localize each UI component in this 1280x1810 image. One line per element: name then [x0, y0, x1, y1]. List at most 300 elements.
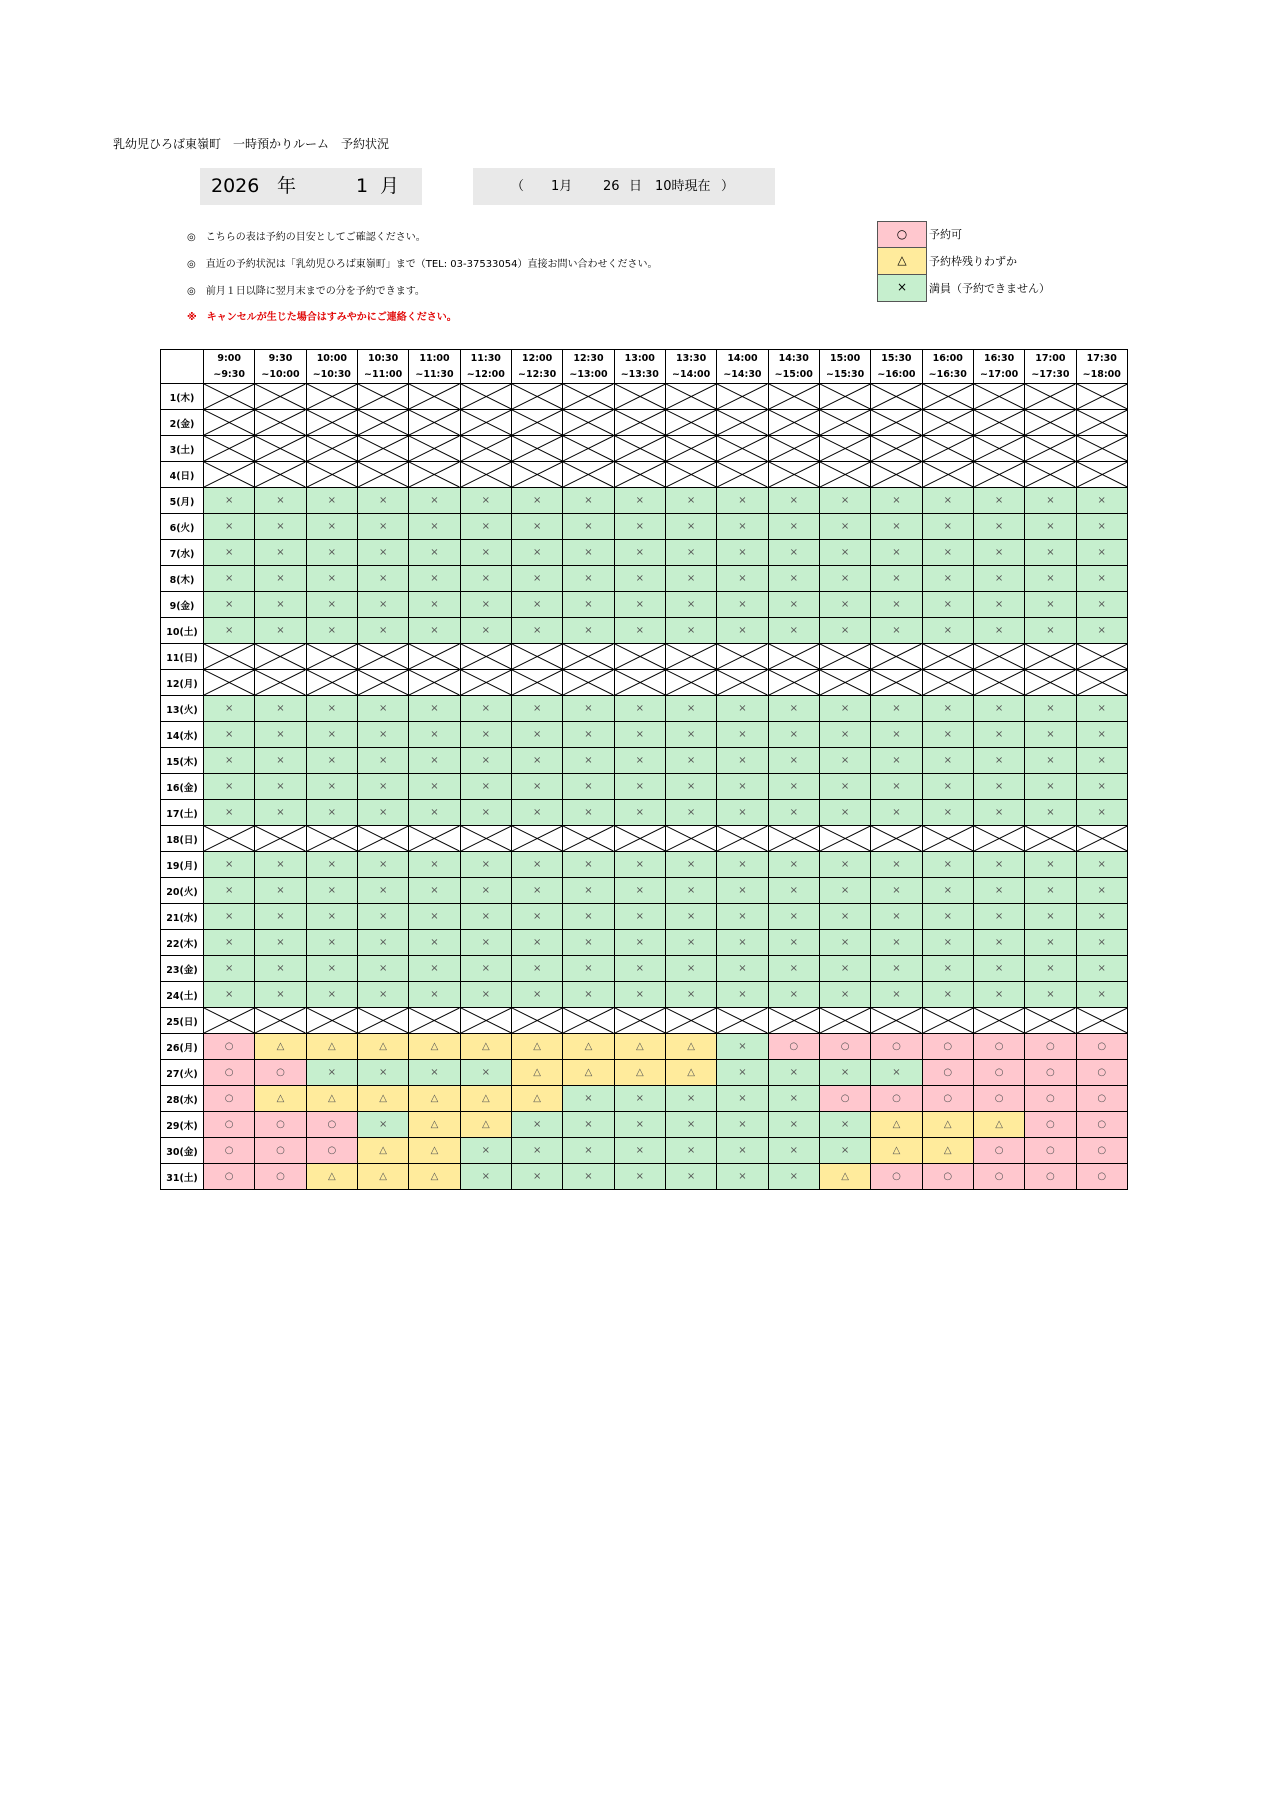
closed-cross-icon — [666, 670, 716, 695]
slot-cell — [255, 774, 306, 800]
slot-cell — [665, 488, 716, 514]
time-slot-start: 9:30 — [268, 352, 293, 364]
table-row — [161, 618, 1128, 644]
closed-cell — [871, 644, 922, 670]
slot-cell — [563, 1086, 614, 1112]
slot-cell — [819, 1164, 870, 1190]
closed-cell — [1076, 644, 1127, 670]
closed-cell — [255, 436, 306, 462]
slot-status-mark: × — [789, 703, 798, 714]
slot-status-mark: × — [994, 755, 1004, 766]
slot-cell — [511, 956, 562, 982]
time-slot-end: ~10:30 — [312, 368, 351, 380]
slot-cell — [819, 852, 870, 878]
slot-cell — [306, 488, 357, 514]
closed-cross-icon — [769, 1008, 819, 1033]
slot-status-mark: × — [840, 755, 850, 766]
slot-cell — [563, 852, 614, 878]
slot-cell — [819, 748, 870, 774]
time-slot-end: ~17:00 — [979, 368, 1019, 380]
slot-status-mark: × — [378, 521, 388, 532]
slot-cell — [460, 618, 511, 644]
as-of-day: 26 — [603, 179, 620, 194]
slot-status-mark: △ — [327, 1171, 336, 1182]
closed-cross-icon — [1077, 384, 1127, 409]
slot-status-mark: × — [1097, 521, 1106, 532]
closed-cell — [357, 410, 408, 436]
closed-cell — [204, 670, 255, 696]
slot-status-mark: ○ — [1097, 1067, 1107, 1078]
slot-cell — [460, 488, 511, 514]
time-slot-end: ~13:00 — [569, 368, 608, 380]
slot-cell — [357, 592, 408, 618]
slot-status-mark: × — [481, 937, 490, 948]
slot-cell — [922, 800, 973, 826]
slot-cell — [511, 540, 562, 566]
slot-status-mark: × — [738, 807, 747, 818]
slot-cell — [357, 540, 408, 566]
slot-cell — [768, 930, 819, 956]
closed-cross-icon — [717, 410, 767, 435]
slot-cell — [1076, 1138, 1127, 1164]
slot-cell — [357, 1060, 408, 1086]
slot-status-mark: × — [1097, 807, 1106, 818]
slot-status-mark: × — [789, 885, 798, 896]
slot-cell — [1076, 618, 1127, 644]
slot-status-mark: × — [532, 729, 542, 740]
slot-status-mark: ○ — [224, 1067, 234, 1078]
closed-cell — [768, 670, 819, 696]
slot-cell — [306, 592, 357, 618]
slot-cell — [717, 566, 768, 592]
slot-status-mark: △ — [892, 1145, 901, 1156]
slot-status-mark: × — [840, 911, 850, 922]
slot-status-mark: × — [584, 703, 593, 714]
slot-cell — [1025, 956, 1076, 982]
legend-symbol-full: × — [877, 275, 927, 302]
slot-status-mark: × — [686, 729, 696, 740]
closed-cell — [922, 826, 973, 852]
slot-cell — [409, 800, 460, 826]
closed-cross-icon — [871, 436, 921, 461]
closed-cross-icon — [871, 644, 921, 669]
closed-cross-icon — [307, 670, 357, 695]
slot-cell — [973, 774, 1024, 800]
slot-status-mark: × — [840, 807, 850, 818]
slot-cell — [204, 1138, 255, 1164]
slot-status-mark: × — [943, 625, 952, 636]
slot-cell — [357, 878, 408, 904]
slot-status-mark: × — [943, 495, 952, 506]
slot-status-mark: × — [1097, 911, 1106, 922]
slot-status-mark: × — [994, 729, 1004, 740]
closed-cell — [511, 644, 562, 670]
closed-cross-icon — [204, 644, 254, 669]
slot-cell — [204, 566, 255, 592]
closed-cell — [871, 1008, 922, 1034]
day-label: 31(土) — [161, 1164, 204, 1190]
slot-status-mark: × — [224, 963, 234, 974]
closed-cell — [255, 1008, 306, 1034]
slot-status-mark: × — [892, 989, 901, 1000]
slot-cell — [973, 722, 1024, 748]
slot-cell — [614, 514, 665, 540]
slot-cell — [1025, 982, 1076, 1008]
closed-cell — [563, 1008, 614, 1034]
slot-status-mark: × — [378, 495, 388, 506]
closed-cell — [511, 826, 562, 852]
closed-cell — [306, 436, 357, 462]
slot-cell — [511, 748, 562, 774]
slot-cell — [665, 618, 716, 644]
slot-cell — [768, 592, 819, 618]
slot-cell — [460, 566, 511, 592]
slot-cell — [717, 722, 768, 748]
slot-cell — [768, 800, 819, 826]
slot-status-mark: × — [789, 859, 798, 870]
closed-cross-icon — [255, 644, 305, 669]
slot-cell — [819, 800, 870, 826]
time-slot-header — [357, 350, 408, 384]
slot-cell — [409, 514, 460, 540]
slot-cell — [511, 1034, 562, 1060]
time-slot-header — [665, 350, 716, 384]
slot-status-mark: ○ — [327, 1119, 337, 1130]
closed-cross-icon — [512, 1008, 562, 1033]
slot-cell — [357, 722, 408, 748]
slot-cell — [563, 592, 614, 618]
time-slot-header — [871, 350, 922, 384]
closed-cross-icon — [1025, 670, 1075, 695]
slot-status-mark: × — [481, 859, 490, 870]
slot-cell — [665, 696, 716, 722]
time-slot-header — [204, 350, 255, 384]
slot-cell — [871, 748, 922, 774]
slot-status-mark: × — [481, 599, 490, 610]
slot-cell — [563, 1060, 614, 1086]
slot-status-mark: × — [789, 1093, 798, 1104]
closed-cross-icon — [871, 462, 921, 487]
slot-cell — [717, 982, 768, 1008]
slot-cell — [717, 904, 768, 930]
day-label: 2(金) — [161, 410, 204, 436]
slot-status-mark: × — [738, 1171, 747, 1182]
closed-cross-icon — [461, 826, 511, 851]
slot-status-mark: × — [943, 937, 952, 948]
slot-cell — [665, 748, 716, 774]
closed-cross-icon — [974, 644, 1024, 669]
table-row — [161, 540, 1128, 566]
closed-cell — [871, 670, 922, 696]
slot-cell — [614, 1164, 665, 1190]
slot-status-mark: ○ — [1097, 1171, 1107, 1182]
slot-status-mark: × — [481, 703, 490, 714]
year-value: 2026 — [211, 175, 260, 197]
slot-cell — [255, 566, 306, 592]
slot-status-mark: × — [584, 573, 593, 584]
slot-status-mark: × — [430, 599, 439, 610]
slot-status-mark: × — [430, 911, 439, 922]
slot-cell — [768, 540, 819, 566]
slot-status-mark: × — [840, 885, 850, 896]
slot-cell — [460, 1034, 511, 1060]
closed-cell — [922, 384, 973, 410]
slot-status-mark: × — [224, 885, 234, 896]
closed-cross-icon — [461, 436, 511, 461]
closed-cross-icon — [820, 826, 870, 851]
closed-cross-icon — [563, 826, 613, 851]
slot-status-mark: × — [378, 625, 388, 636]
slot-cell — [768, 1138, 819, 1164]
slot-cell — [871, 1034, 922, 1060]
slot-cell — [717, 878, 768, 904]
slot-cell — [665, 1112, 716, 1138]
slot-status-mark: × — [943, 963, 952, 974]
slot-status-mark: × — [943, 599, 952, 610]
day-label: 8(木) — [161, 566, 204, 592]
slot-status-mark: × — [943, 807, 952, 818]
closed-cross-icon — [1025, 826, 1075, 851]
slot-cell — [871, 592, 922, 618]
slot-status-mark: △ — [687, 1067, 695, 1078]
slot-cell — [614, 852, 665, 878]
slot-cell — [922, 722, 973, 748]
closed-cross-icon — [358, 670, 408, 695]
closed-cell — [1025, 384, 1076, 410]
slot-status-mark: × — [738, 1119, 747, 1130]
slot-cell — [409, 1138, 460, 1164]
slot-status-mark: × — [994, 911, 1004, 922]
closed-cross-icon — [666, 644, 716, 669]
year-unit: 年 — [277, 175, 297, 197]
slot-cell — [1025, 904, 1076, 930]
legend-symbol-available: ○ — [877, 221, 927, 248]
slot-status-mark: × — [994, 573, 1004, 584]
slot-cell — [204, 930, 255, 956]
slot-cell — [665, 566, 716, 592]
slot-status-mark: △ — [430, 1041, 439, 1052]
slot-status-mark: × — [1046, 703, 1055, 714]
closed-cell — [306, 462, 357, 488]
time-slot-end: ~15:00 — [774, 368, 813, 380]
closed-cross-icon — [923, 644, 973, 669]
table-header-row — [161, 350, 1128, 384]
time-slot-header — [306, 350, 357, 384]
slot-status-mark: × — [224, 807, 234, 818]
note-cancel-warning: ※ キャンセルが生じた場合はすみやかにご連絡ください。 — [187, 312, 457, 323]
slot-cell — [255, 1034, 306, 1060]
slot-status-mark: × — [584, 937, 593, 948]
slot-status-mark: × — [1046, 625, 1055, 636]
slot-status-mark: × — [738, 963, 747, 974]
slot-cell — [973, 852, 1024, 878]
slot-status-mark: ○ — [1046, 1145, 1055, 1156]
closed-cell — [563, 384, 614, 410]
closed-cross-icon — [204, 1008, 254, 1033]
closed-cell — [871, 410, 922, 436]
slot-status-mark: × — [738, 703, 747, 714]
slot-cell — [768, 1086, 819, 1112]
slot-status-mark: × — [532, 807, 542, 818]
closed-cross-icon — [769, 826, 819, 851]
slot-status-mark: × — [738, 989, 747, 1000]
closed-cross-icon — [307, 436, 357, 461]
slot-cell — [973, 956, 1024, 982]
slot-status-mark: × — [532, 521, 542, 532]
closed-cross-icon — [769, 644, 819, 669]
closed-cross-icon — [923, 384, 973, 409]
closed-cell — [614, 1008, 665, 1034]
closed-cross-icon — [974, 410, 1024, 435]
closed-cell — [1025, 1008, 1076, 1034]
slot-status-mark: × — [789, 573, 798, 584]
slot-status-mark: × — [276, 599, 285, 610]
table-row — [161, 722, 1128, 748]
slot-status-mark: △ — [327, 1041, 336, 1052]
slot-status-mark: × — [840, 573, 850, 584]
slot-status-mark: △ — [841, 1171, 849, 1182]
slot-status-mark: × — [584, 781, 593, 792]
legend-label-few-left: 予約枠残りわずか — [929, 255, 1017, 268]
slot-status-mark: × — [481, 755, 490, 766]
slot-status-mark: × — [378, 729, 388, 740]
slot-cell — [255, 1138, 306, 1164]
slot-status-mark: × — [276, 625, 285, 636]
slot-status-mark: × — [994, 963, 1004, 974]
closed-cell — [717, 826, 768, 852]
slot-cell — [306, 696, 357, 722]
slot-cell — [819, 982, 870, 1008]
slot-cell — [819, 592, 870, 618]
slot-cell — [409, 1164, 460, 1190]
slot-status-mark: × — [532, 625, 542, 636]
slot-status-mark: × — [635, 1119, 644, 1130]
closed-cell — [511, 1008, 562, 1034]
slot-cell — [614, 592, 665, 618]
slot-status-mark: × — [943, 885, 952, 896]
slot-status-mark: × — [994, 937, 1004, 948]
slot-status-mark: × — [327, 547, 337, 558]
closed-cell — [819, 436, 870, 462]
slot-status-mark: × — [1097, 495, 1106, 506]
slot-status-mark: × — [327, 599, 337, 610]
closed-cross-icon — [563, 670, 613, 695]
slot-cell — [409, 878, 460, 904]
closed-cell — [204, 436, 255, 462]
slot-cell — [665, 514, 716, 540]
slot-status-mark: × — [532, 885, 542, 896]
slot-status-mark: × — [532, 1145, 542, 1156]
slot-cell — [563, 982, 614, 1008]
day-label: 24(土) — [161, 982, 204, 1008]
time-slot-start: 17:30 — [1086, 352, 1117, 364]
slot-cell — [973, 878, 1024, 904]
closed-cell — [665, 436, 716, 462]
slot-status-mark: × — [738, 1093, 747, 1104]
slot-cell — [306, 852, 357, 878]
closed-cross-icon — [820, 410, 870, 435]
slot-cell — [819, 488, 870, 514]
slot-cell — [922, 1164, 973, 1190]
closed-cell — [1025, 410, 1076, 436]
slot-status-mark: ○ — [994, 1145, 1004, 1156]
slot-status-mark: × — [430, 859, 439, 870]
slot-cell — [665, 722, 716, 748]
slot-status-mark: × — [584, 729, 593, 740]
slot-status-mark: × — [994, 547, 1004, 558]
slot-cell — [409, 774, 460, 800]
slot-status-mark: × — [327, 859, 337, 870]
closed-cross-icon — [769, 384, 819, 409]
closed-cross-icon — [923, 670, 973, 695]
slot-status-mark: × — [276, 937, 285, 948]
slot-cell — [460, 1164, 511, 1190]
slot-status-mark: × — [584, 1119, 593, 1130]
slot-cell — [819, 774, 870, 800]
slot-status-mark: × — [378, 573, 388, 584]
closed-cross-icon — [307, 410, 357, 435]
slot-cell — [1025, 1138, 1076, 1164]
slot-cell — [409, 982, 460, 1008]
closed-cell — [563, 670, 614, 696]
closed-cross-icon — [204, 462, 254, 487]
slot-cell — [357, 774, 408, 800]
slot-cell — [563, 696, 614, 722]
slot-status-mark: × — [532, 755, 542, 766]
slot-cell — [255, 800, 306, 826]
slot-cell — [204, 540, 255, 566]
slot-cell — [563, 1112, 614, 1138]
slot-status-mark: × — [327, 729, 337, 740]
slot-status-mark: △ — [276, 1041, 285, 1052]
slot-cell — [460, 1060, 511, 1086]
slot-status-mark: △ — [892, 1119, 901, 1130]
slot-status-mark: × — [430, 547, 439, 558]
closed-cross-icon — [666, 1008, 716, 1033]
closed-cross-icon — [563, 462, 613, 487]
slot-cell — [819, 1034, 870, 1060]
slot-status-mark: × — [481, 963, 490, 974]
slot-cell — [1076, 1086, 1127, 1112]
closed-cross-icon — [615, 410, 665, 435]
slot-status-mark: × — [276, 755, 285, 766]
slot-cell — [717, 1164, 768, 1190]
slot-status-mark: × — [994, 859, 1004, 870]
closed-cross-icon — [409, 644, 459, 669]
closed-cell — [819, 384, 870, 410]
slot-cell — [460, 696, 511, 722]
slot-cell — [306, 904, 357, 930]
slot-status-mark: × — [327, 911, 337, 922]
slot-status-mark: × — [481, 625, 490, 636]
closed-cross-icon — [563, 644, 613, 669]
slot-cell — [922, 592, 973, 618]
slot-status-mark: ○ — [892, 1171, 901, 1182]
slot-cell — [1076, 540, 1127, 566]
slot-cell — [819, 696, 870, 722]
closed-cell — [768, 462, 819, 488]
slot-cell — [717, 930, 768, 956]
slot-cell — [255, 982, 306, 1008]
slot-status-mark: ○ — [994, 1041, 1004, 1052]
slot-status-mark: × — [481, 989, 490, 1000]
slot-cell — [563, 514, 614, 540]
slot-cell — [1076, 1034, 1127, 1060]
slot-status-mark: × — [635, 989, 644, 1000]
closed-cell — [306, 644, 357, 670]
slot-status-mark: × — [1046, 807, 1055, 818]
closed-cell — [255, 670, 306, 696]
